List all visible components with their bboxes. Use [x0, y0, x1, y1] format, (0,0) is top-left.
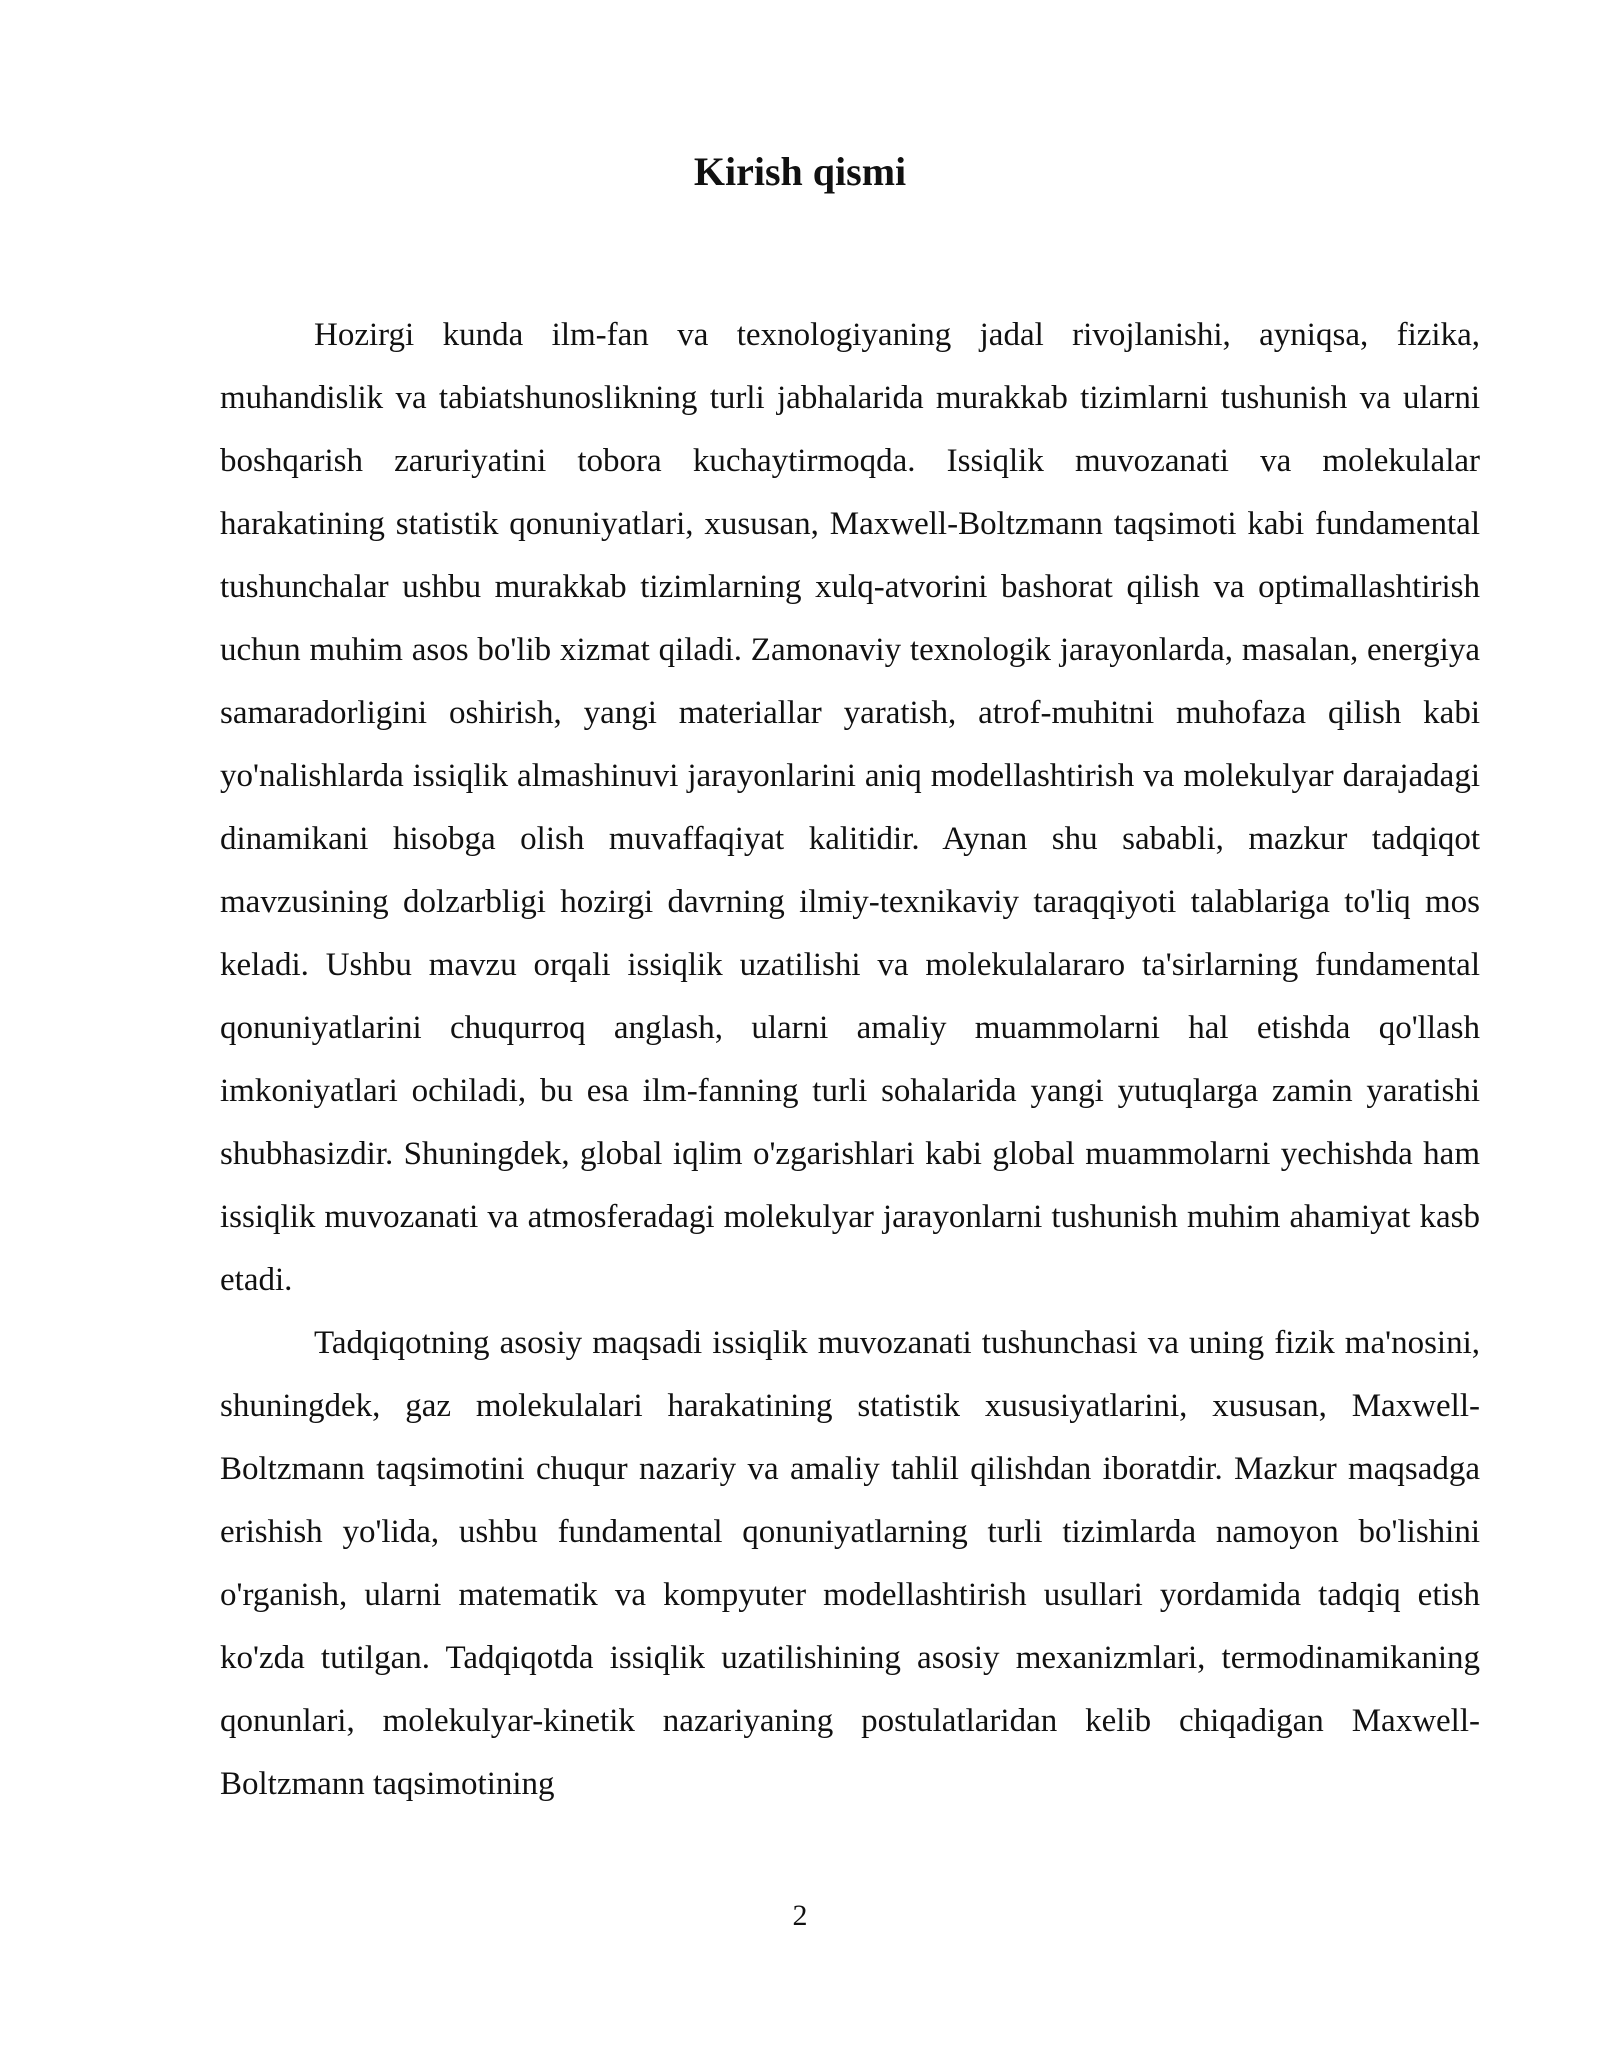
body-text — [220, 304, 1480, 1816]
paragraph-1: Hozirgi kunda ilm-fan va texnologiyaning jadal rivojlanishi, ayniqsa, fizika, muhandislik va tabiatshunoslikning turli jabhalarida murakkab tizimlarni tushunish va ularni boshqarish zaruriyatini tobora kuchaytirmoqda. Issiqlik muvozanati va molekulalar harakatining statistik qonuniyatlari, xususan, Maxwell-Boltzmann taqsimoti kabi fundamental tushunchalar ushbu murakkab tizimlarning xulq-atvorini bashorat qilish va optimallashtirish uchun muhim asos bo'lib xizmat qiladi. Zamonaviy texnologik jarayonlarda, masalan, energiya samaradorligini oshirish, yangi materiallar yaratish, atrof-muhitni muhofaza qilish kabi yo'nalishlarda issiqlik almashinuvi jarayonlarini aniq modellashtirish va molekulyar darajadagi dinamikani hisobga olish muvaffaqiyat kalitidir. Aynan shu sababli, mazkur tadqiqot mavzusining dolzarbligi hozirgi davrning ilmiy-texnikaviy taraqqiyoti talablariga to'liq mos keladi. Ushbu mavzu orqali issiqlik uzatilishi va molekulalararo ta'sirlarning fundamental qonuniyatlarini chuqurroq anglash, ularni amaliy muammolarni hal etishda qo'llash imkoniyatlari ochiladi, bu esa ilm-fanning turli sohalarida yangi yutuqlarga zamin yaratishi shubhasizdir. Shuningdek, global iqlim o'zgarishlari kabi global muammolarni yechishda ham issiqlik muvozanati va atmosferadagi molekulyar jarayonlarni tushunish muhim ahamiyat kasb etadi. — [220, 317, 1480, 1298]
page-title: Kirish qismi — [693, 149, 907, 194]
page-number: 2 — [792, 1899, 808, 1932]
paragraph-2: Tadqiqotning asosiy maqsadi issiqlik muvozanati tushunchasi va uning fizik ma'nosini, shuningdek, gaz molekulalari harakatining statistik xususiyatlarini, xususan, Maxwell-Boltzmann taqsimotini chuqur nazariy va amaliy tahlil qilishdan iboratdir. Mazkur maqsadga erishish yo'lida, ushbu fundamental qonuniyatlarning turli tizimlarda namoyon bo'lishini o'rganish, ularni matematik va kompyuter modellashtirish usullari yordamida tadqiq etish ko'zda tutilgan. Tadqiqotda issiqlik uzatilishining asosiy mexanizmlari, termodinamikaning qonunlari, molekulyar-kinetik nazariyaning postulatlaridan kelib chiqadigan Maxwell-Boltzmann taqsimotining — [220, 1325, 1480, 1802]
